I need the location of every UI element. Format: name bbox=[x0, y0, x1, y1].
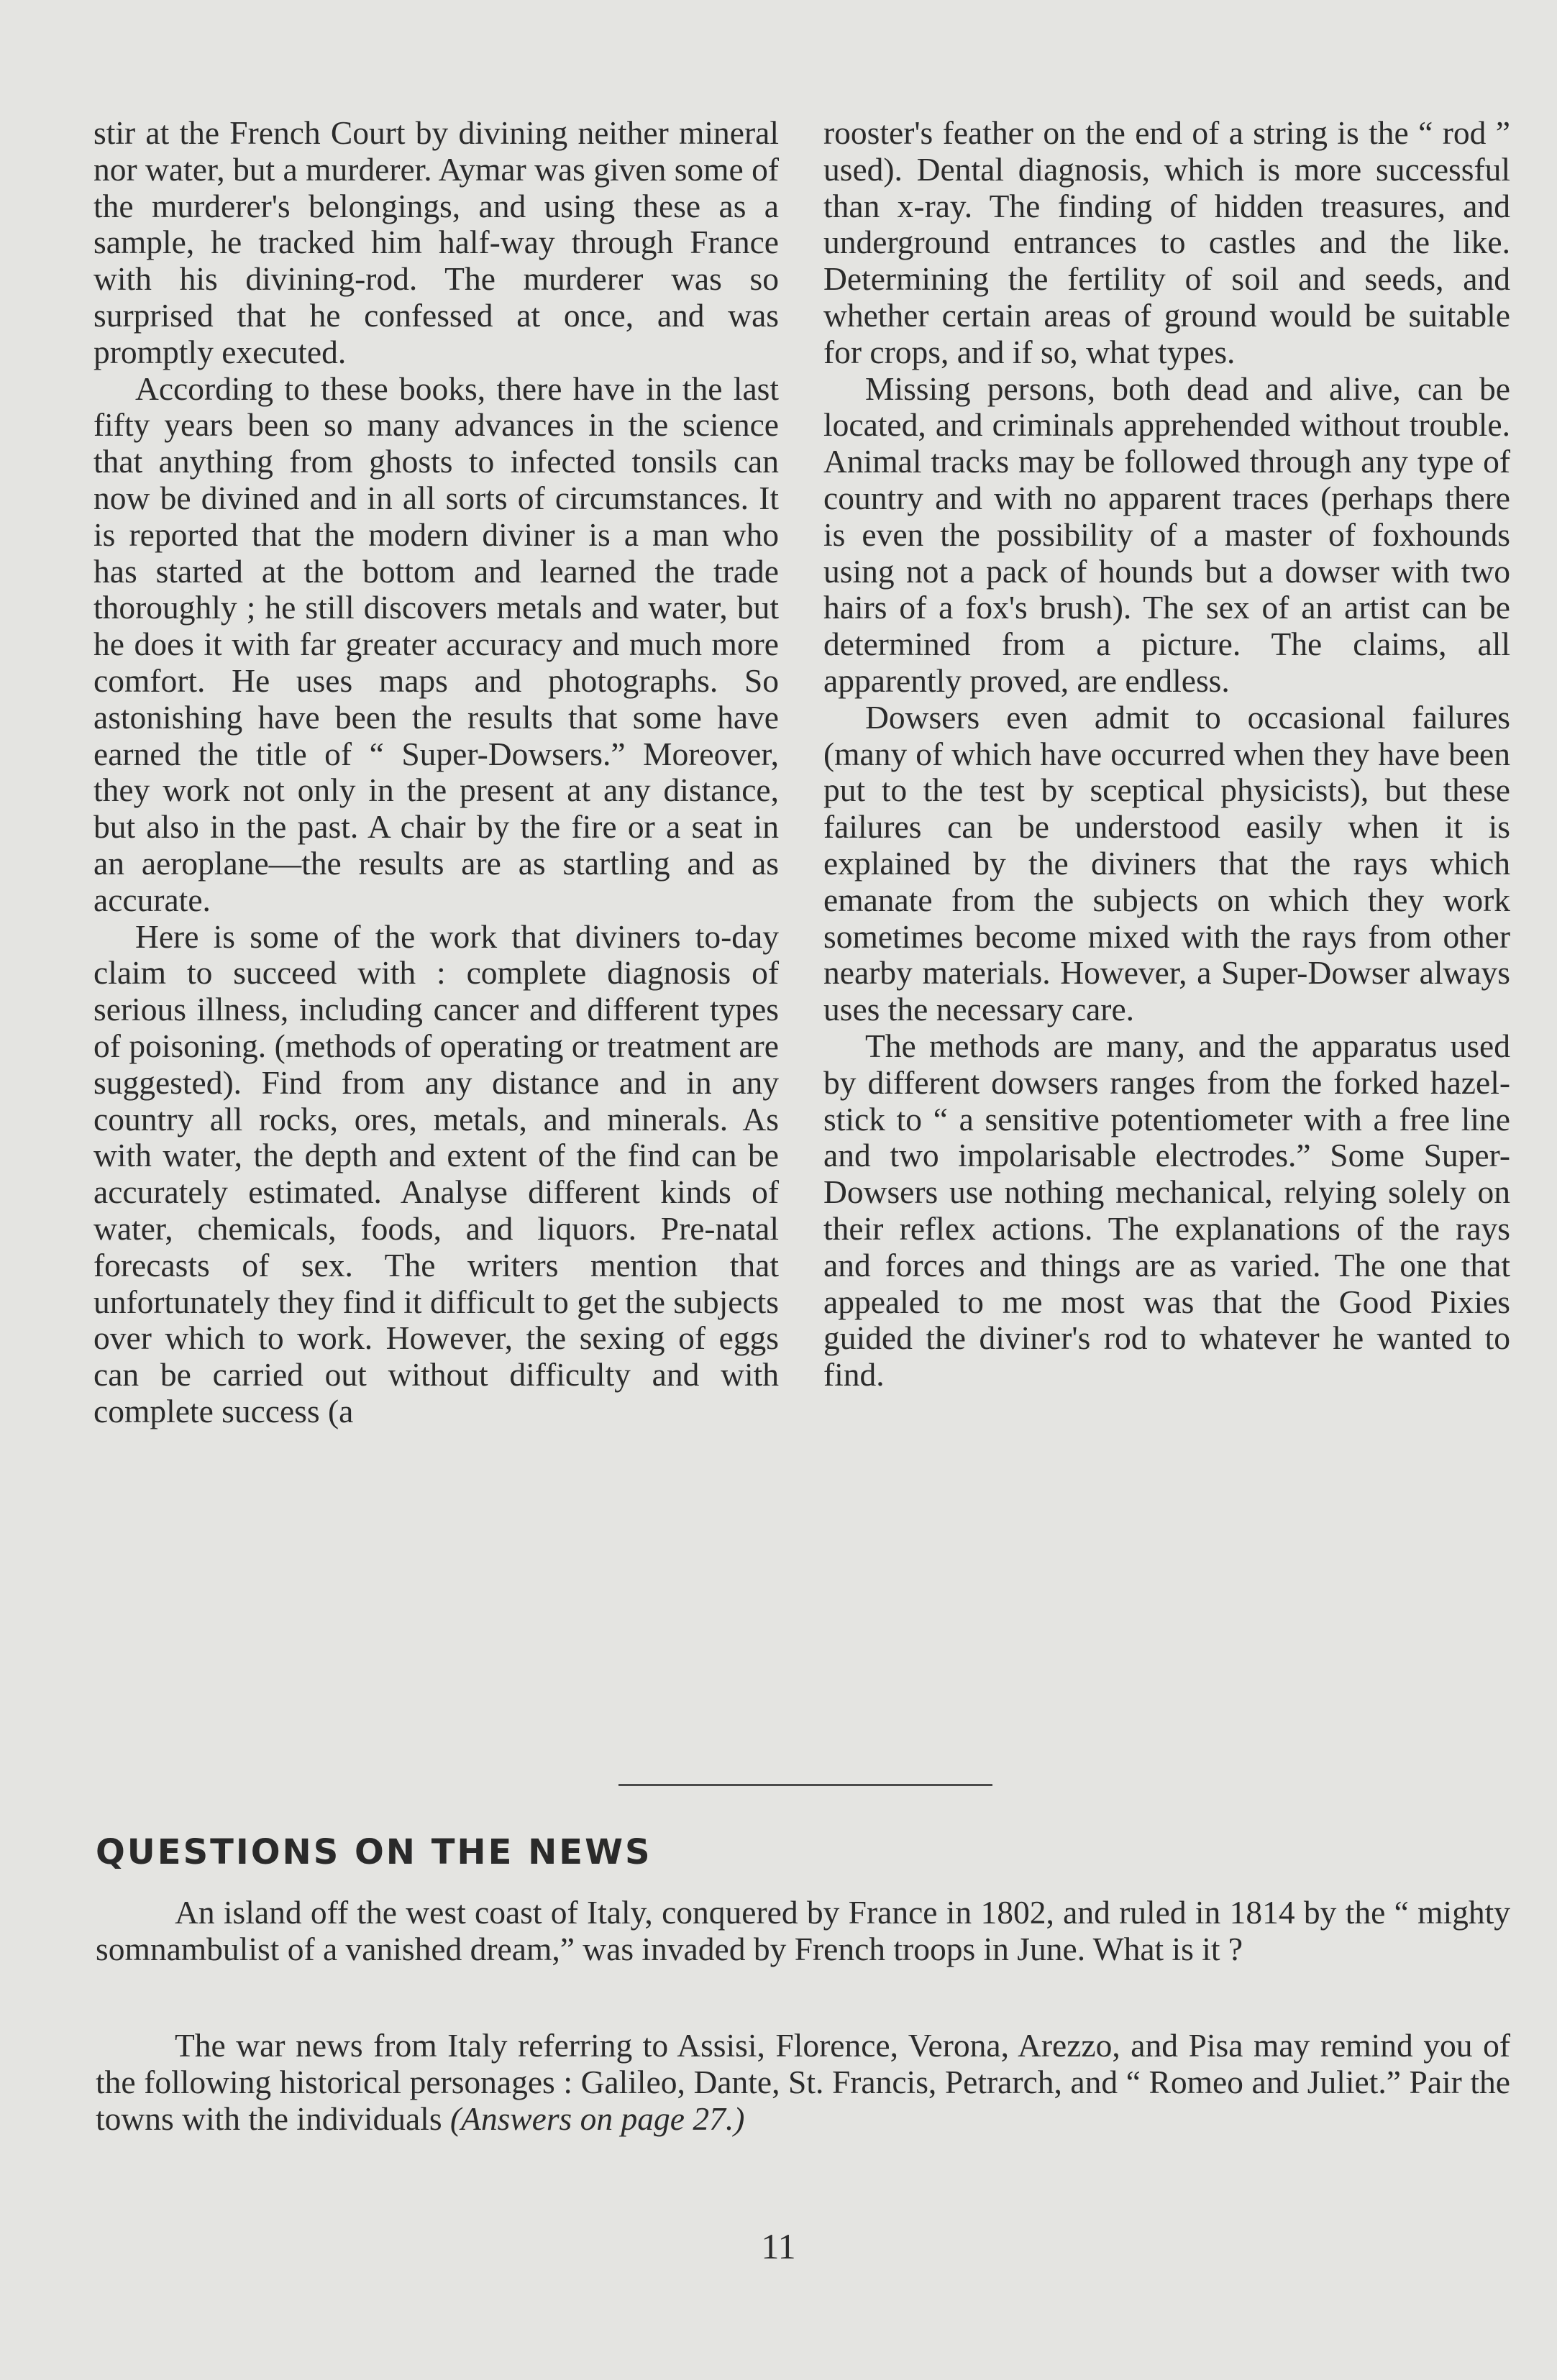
section-divider bbox=[618, 1784, 992, 1786]
right-paragraph-2: Missing persons, both dead and alive, can be located, and criminals apprehended without trouble. Animal tracks may be followed through any type of country and with no apparent traces (perhaps there is even the possibility of a master of foxhounds using not a pack of hounds but a dowser with two hairs of a fox's brush). The sex of an artist can be determined from a picture. The claims, all apparently proved, are endless. bbox=[823, 370, 1510, 699]
right-column bbox=[823, 115, 1510, 1393]
question-1: An island off the west coast of Italy, conquered by France in 1802, and ruled in 1814 by the “ mighty somnambulist of a vanished dream,” was invaded by French troops in June. What is it ? bbox=[96, 1894, 1510, 1967]
answers-reference: (Answers on page 27.) bbox=[449, 2100, 745, 2137]
question-2-text: The war news from Italy referring to Assisi, Florence, Verona, Arezzo, and Pisa may remind you of the following historical personages : Galileo, Dante, St. Francis, Petrarch, and “ Romeo and Juliet.” Pair the towns with the individuals bbox=[96, 2027, 1510, 2137]
page-number: 11 bbox=[761, 2226, 796, 2266]
questions-heading: QUESTIONS ON THE NEWS bbox=[96, 1832, 652, 1872]
right-paragraph-3: Dowsers even admit to occasional failures (many of which have occurred when they have been put to the test by sceptical physicists), but these failures can be understood easily when it is explained by the diviners that the rays which emanate from the subjects on which they work sometimes become mixed with the rays from other nearby materials. However, a Super-Dowser always uses the necessary care. bbox=[823, 698, 1510, 1028]
left-column bbox=[93, 115, 779, 1430]
left-paragraph-1: stir at the French Court by divining neither mineral nor water, but a murderer. Aymar was given some of the murderer's belongings, and using these as a sample, he tracked him half-way through France with his divining-rod. The murderer was so surprised that he confessed at once, and was promptly executed. bbox=[93, 114, 780, 370]
left-paragraph-3: Here is some of the work that diviners to-day claim to succeed with : complete diagnosis of serious illness, including cancer and different types of poisoning. (methods of operating or treatment are suggested). Find from any distance and in any country all rocks, ores, metals, and minerals. As with water, the depth and extent of the find can be accurately estimated. Analyse different kinds of water, chemicals, foods, and liquors. Pre-natal forecasts of sex. The writers mention that unfortunately they find it difficult to get the subjects over which to work. However, the sexing of eggs can be carried out without difficulty and with complete success (a bbox=[93, 917, 779, 1429]
left-paragraph-2: According to these books, there have in the last fifty years been so many advances in the science that anything from ghosts to infected tonsils can now be divined and in all sorts of circumstances. It is reported that the modern diviner is a man who has started at the bottom and learned the trade thoroughly ; he still discovers metals and water, but he does it with far greater accuracy and much more comfort. He uses maps and photographs. So astonishing have been the results that some have earned the title of “ Super-Dowsers.” Moreover, they work not only in the present at any distance, but also in the past. A chair by the fire or a seat in an aeroplane—the results are as startling and as accurate. bbox=[93, 370, 779, 918]
question-2 bbox=[96, 2028, 1510, 2137]
right-paragraph-1: rooster's feather on the end of a string is the “ rod ” used). Dental diagnosis, which is more successful than x-ray. The finding of hidden treasures, and underground entrances to castles and the like. Determining the fertility of soil and seeds, and whether certain areas of ground would be suitable for crops, and if so, what types. bbox=[823, 114, 1510, 370]
right-paragraph-4: The methods are many, and the apparatus used by different dowsers ranges from the forked hazel-stick to “ a sensitive potentiometer with a free line and two impolarisable electrodes.” Some Super-Dowsers use nothing mechanical, relying solely on their reflex actions. The explanations of the rays and forces and things are as varied. The one that appealed to me most was that the Good Pixies guided the diviner's rod to whatever he wanted to find. bbox=[823, 1027, 1510, 1393]
